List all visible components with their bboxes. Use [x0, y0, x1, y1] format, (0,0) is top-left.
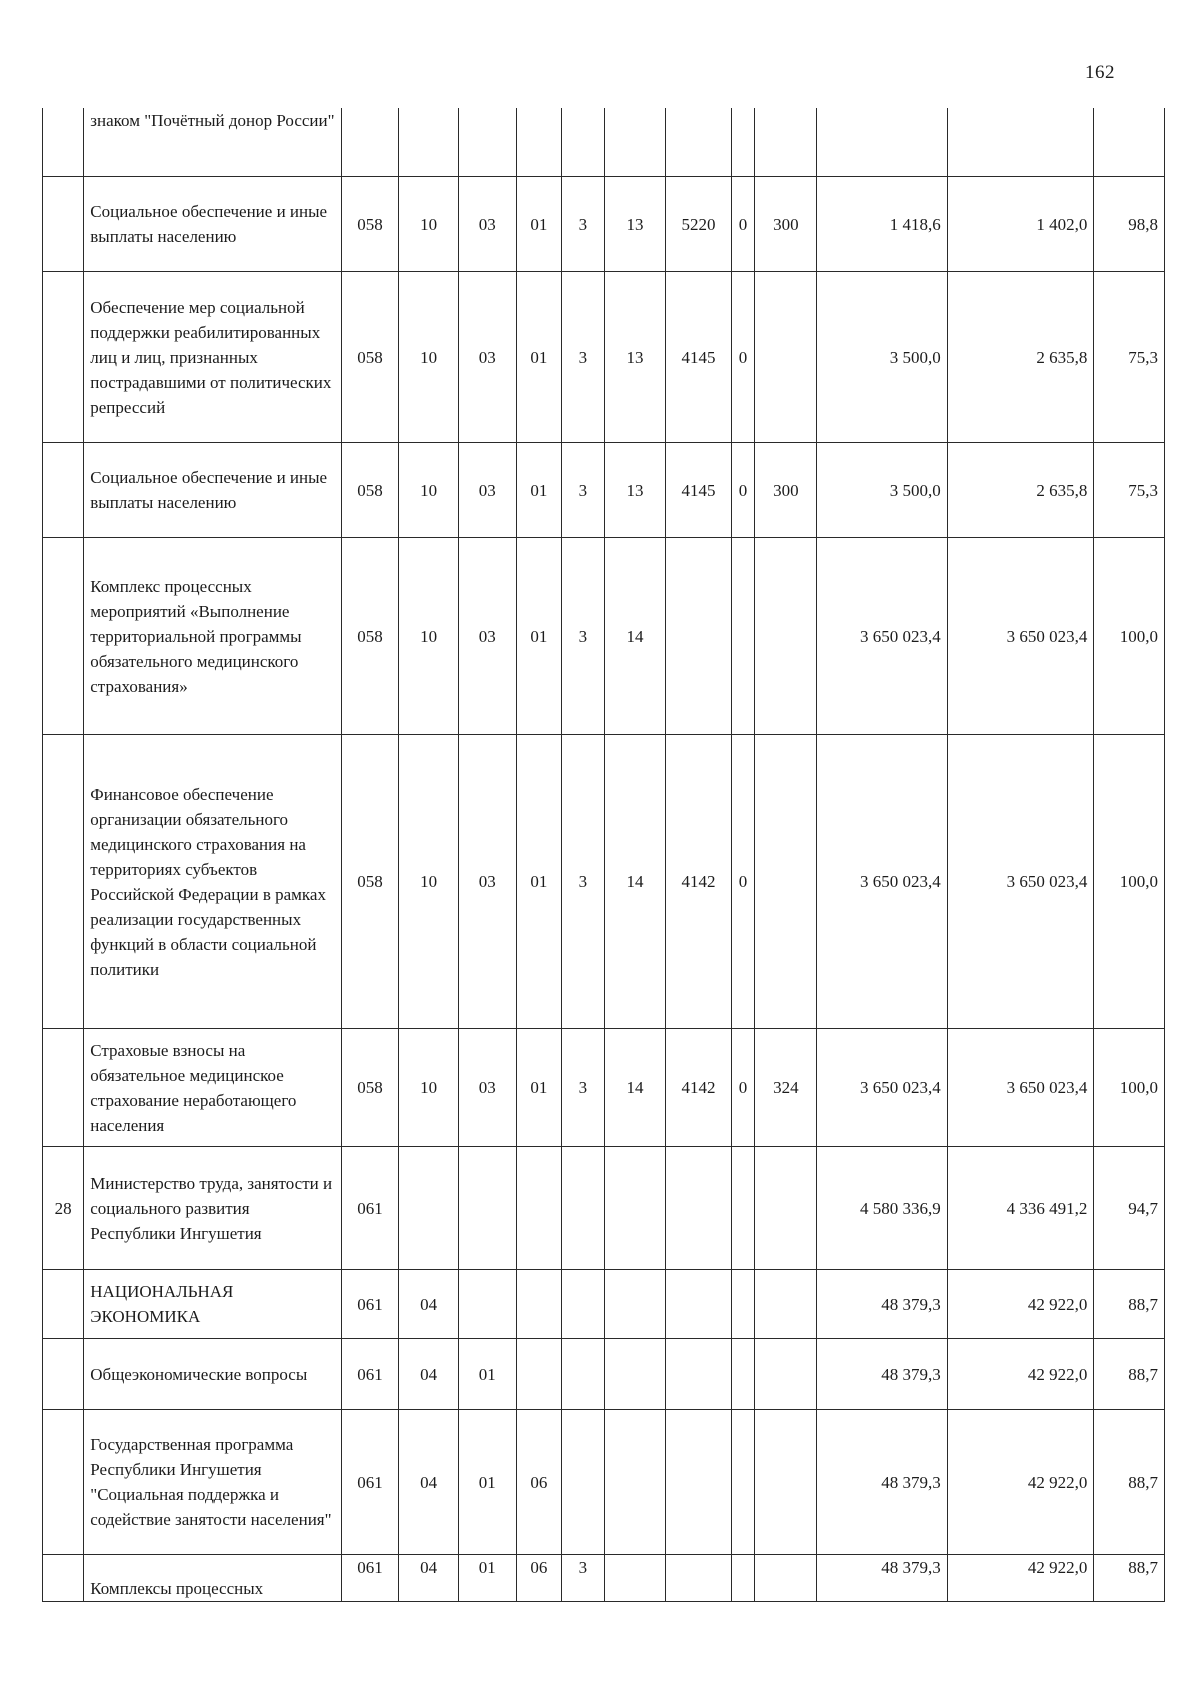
executed-amount: 3 650 023,4 — [947, 538, 1094, 735]
executed-amount: 2 635,8 — [947, 272, 1094, 443]
section-code — [399, 108, 459, 177]
planned-amount: 4 580 336,9 — [817, 1147, 947, 1270]
structural-element-code: 14 — [604, 538, 666, 735]
planned-amount: 48 379,3 — [817, 1555, 947, 1602]
program-type-code: 3 — [562, 177, 604, 272]
ministry-code: 058 — [341, 443, 399, 538]
expense-type-code — [755, 1147, 817, 1270]
direction-code — [666, 1147, 731, 1270]
expense-type-code — [755, 1339, 817, 1410]
subsection-code: 03 — [458, 443, 516, 538]
section-code: 10 — [399, 735, 459, 1029]
expense-type-code — [755, 735, 817, 1029]
direction-code — [666, 1555, 731, 1602]
execution-percent: 100,0 — [1094, 538, 1165, 735]
planned-amount: 48 379,3 — [817, 1339, 947, 1410]
program-type-code: 3 — [562, 443, 604, 538]
expense-name: Комплексы процессных — [84, 1555, 341, 1602]
expense-type-code — [755, 538, 817, 735]
expense-name: Общеэкономические вопросы — [84, 1339, 341, 1410]
expense-type-code: 300 — [755, 443, 817, 538]
program-code: 06 — [516, 1555, 562, 1602]
planned-amount: 3 650 023,4 — [817, 538, 947, 735]
row-index — [43, 1029, 84, 1147]
program-type-code: 3 — [562, 735, 604, 1029]
direction-code: 4142 — [666, 735, 731, 1029]
expense-type-code: 324 — [755, 1029, 817, 1147]
table-row — [43, 108, 1165, 177]
ministry-code: 061 — [341, 1555, 399, 1602]
subsection-code: 01 — [458, 1555, 516, 1602]
execution-percent: 75,3 — [1094, 443, 1165, 538]
structural-element-code — [604, 1410, 666, 1555]
table-row — [43, 177, 1165, 272]
planned-amount: 48 379,3 — [817, 1270, 947, 1339]
program-code — [516, 1147, 562, 1270]
structural-element-code: 13 — [604, 443, 666, 538]
program-type-code: 3 — [562, 1029, 604, 1147]
subsection-code: 03 — [458, 1029, 516, 1147]
table-row — [43, 1339, 1165, 1410]
ministry-code: 061 — [341, 1410, 399, 1555]
program-code: 01 — [516, 538, 562, 735]
ministry-code: 058 — [341, 1029, 399, 1147]
table-row — [43, 735, 1165, 1029]
program-code — [516, 1339, 562, 1410]
row-index — [43, 1270, 84, 1339]
row-index — [43, 1410, 84, 1555]
program-type-code: 3 — [562, 1555, 604, 1602]
planned-amount: 48 379,3 — [817, 1410, 947, 1555]
executed-amount: 3 650 023,4 — [947, 735, 1094, 1029]
row-index — [43, 108, 84, 177]
program-type-code: 3 — [562, 272, 604, 443]
execution-percent: 75,3 — [1094, 272, 1165, 443]
direction-suffix-code — [731, 1270, 755, 1339]
program-code: 01 — [516, 443, 562, 538]
subsection-code: 01 — [458, 1339, 516, 1410]
execution-percent: 88,7 — [1094, 1410, 1165, 1555]
table-row — [43, 1555, 1165, 1602]
execution-percent: 88,7 — [1094, 1339, 1165, 1410]
subsection-code — [458, 1147, 516, 1270]
expense-type-code — [755, 272, 817, 443]
subsection-code — [458, 108, 516, 177]
row-index — [43, 443, 84, 538]
executed-amount: 4 336 491,2 — [947, 1147, 1094, 1270]
direction-code — [666, 538, 731, 735]
execution-percent: 94,7 — [1094, 1147, 1165, 1270]
budget-execution-table — [42, 108, 1165, 1602]
executed-amount: 2 635,8 — [947, 443, 1094, 538]
direction-suffix-code: 0 — [731, 735, 755, 1029]
row-index — [43, 177, 84, 272]
row-index — [43, 1555, 84, 1602]
ministry-code — [341, 108, 399, 177]
section-code: 10 — [399, 538, 459, 735]
section-code: 04 — [399, 1410, 459, 1555]
executed-amount — [947, 108, 1094, 177]
direction-code — [666, 1410, 731, 1555]
ministry-code: 061 — [341, 1147, 399, 1270]
expense-type-code — [755, 1270, 817, 1339]
ministry-code: 058 — [341, 538, 399, 735]
expense-name: знаком "Почётный донор России" — [84, 108, 341, 177]
section-code — [399, 1147, 459, 1270]
executed-amount: 1 402,0 — [947, 177, 1094, 272]
table-row — [43, 272, 1165, 443]
table-row — [43, 1029, 1165, 1147]
program-type-code — [562, 1270, 604, 1339]
program-type-code — [562, 1339, 604, 1410]
expense-name: Комплекс процессных мероприятий «Выполнение территориальной программы обязательного медицинского страхования» — [84, 538, 341, 735]
executed-amount: 42 922,0 — [947, 1270, 1094, 1339]
planned-amount: 1 418,6 — [817, 177, 947, 272]
executed-amount: 42 922,0 — [947, 1410, 1094, 1555]
row-index: 28 — [43, 1147, 84, 1270]
execution-percent — [1094, 108, 1165, 177]
expense-type-code — [755, 108, 817, 177]
direction-suffix-code — [731, 1555, 755, 1602]
program-code — [516, 1270, 562, 1339]
program-code: 01 — [516, 177, 562, 272]
expense-type-code — [755, 1410, 817, 1555]
direction-code — [666, 108, 731, 177]
execution-percent: 100,0 — [1094, 735, 1165, 1029]
direction-suffix-code — [731, 108, 755, 177]
planned-amount: 3 500,0 — [817, 443, 947, 538]
row-index — [43, 1339, 84, 1410]
executed-amount: 42 922,0 — [947, 1555, 1094, 1602]
section-code: 04 — [399, 1339, 459, 1410]
table-row — [43, 1270, 1165, 1339]
structural-element-code — [604, 1147, 666, 1270]
planned-amount — [817, 108, 947, 177]
section-code: 04 — [399, 1555, 459, 1602]
ministry-code: 061 — [341, 1270, 399, 1339]
program-type-code — [562, 1410, 604, 1555]
table-row — [43, 443, 1165, 538]
subsection-code: 03 — [458, 735, 516, 1029]
planned-amount: 3 650 023,4 — [817, 1029, 947, 1147]
table-row — [43, 1147, 1165, 1270]
expense-name: Социальное обеспечение и иные выплаты населению — [84, 177, 341, 272]
structural-element-code: 14 — [604, 1029, 666, 1147]
program-code: 01 — [516, 735, 562, 1029]
structural-element-code — [604, 108, 666, 177]
subsection-code: 03 — [458, 177, 516, 272]
expense-name: Финансовое обеспечение организации обязательного медицинского страхования на территориях субъектов Российской Федерации в рамках реализации государственных функций в области социальной политики — [84, 735, 341, 1029]
table-row — [43, 538, 1165, 735]
direction-suffix-code: 0 — [731, 272, 755, 443]
section-code: 10 — [399, 177, 459, 272]
row-index — [43, 272, 84, 443]
direction-code: 4145 — [666, 443, 731, 538]
structural-element-code — [604, 1555, 666, 1602]
table-row — [43, 1410, 1165, 1555]
structural-element-code: 13 — [604, 272, 666, 443]
expense-name: НАЦИОНАЛЬНАЯ ЭКОНОМИКА — [84, 1270, 341, 1339]
section-code: 10 — [399, 1029, 459, 1147]
executed-amount: 3 650 023,4 — [947, 1029, 1094, 1147]
row-index — [43, 538, 84, 735]
direction-code — [666, 1270, 731, 1339]
direction-suffix-code: 0 — [731, 1029, 755, 1147]
program-type-code: 3 — [562, 538, 604, 735]
ministry-code: 058 — [341, 735, 399, 1029]
program-code — [516, 108, 562, 177]
direction-suffix-code — [731, 538, 755, 735]
subsection-code: 01 — [458, 1410, 516, 1555]
execution-percent: 100,0 — [1094, 1029, 1165, 1147]
row-index — [43, 735, 84, 1029]
section-code: 10 — [399, 272, 459, 443]
ministry-code: 058 — [341, 272, 399, 443]
ministry-code: 058 — [341, 177, 399, 272]
direction-code — [666, 1339, 731, 1410]
subsection-code: 03 — [458, 272, 516, 443]
expense-name: Обеспечение мер социальной поддержки реабилитированных лиц и лиц, признанных пострадавшими от политических репрессий — [84, 272, 341, 443]
planned-amount: 3 650 023,4 — [817, 735, 947, 1029]
expense-type-code: 300 — [755, 177, 817, 272]
execution-percent: 88,7 — [1094, 1270, 1165, 1339]
direction-suffix-code: 0 — [731, 443, 755, 538]
structural-element-code: 13 — [604, 177, 666, 272]
direction-suffix-code — [731, 1410, 755, 1555]
program-code: 01 — [516, 272, 562, 443]
program-code: 01 — [516, 1029, 562, 1147]
ministry-code: 061 — [341, 1339, 399, 1410]
section-code: 10 — [399, 443, 459, 538]
expense-name: Страховые взносы на обязательное медицинское страхование неработающего населения — [84, 1029, 341, 1147]
expense-name: Государственная программа Республики Ингушетия "Социальная поддержка и содействие занятости населения" — [84, 1410, 341, 1555]
direction-code: 4142 — [666, 1029, 731, 1147]
direction-suffix-code — [731, 1147, 755, 1270]
structural-element-code: 14 — [604, 735, 666, 1029]
direction-code: 5220 — [666, 177, 731, 272]
direction-suffix-code — [731, 1339, 755, 1410]
section-code: 04 — [399, 1270, 459, 1339]
structural-element-code — [604, 1270, 666, 1339]
execution-percent: 98,8 — [1094, 177, 1165, 272]
subsection-code: 03 — [458, 538, 516, 735]
expense-name: Министерство труда, занятости и социального развития Республики Ингушетия — [84, 1147, 341, 1270]
direction-suffix-code: 0 — [731, 177, 755, 272]
program-type-code — [562, 1147, 604, 1270]
structural-element-code — [604, 1339, 666, 1410]
subsection-code — [458, 1270, 516, 1339]
program-type-code — [562, 108, 604, 177]
expense-type-code — [755, 1555, 817, 1602]
program-code: 06 — [516, 1410, 562, 1555]
executed-amount: 42 922,0 — [947, 1339, 1094, 1410]
direction-code: 4145 — [666, 272, 731, 443]
expense-name: Социальное обеспечение и иные выплаты населению — [84, 443, 341, 538]
planned-amount: 3 500,0 — [817, 272, 947, 443]
page-number: 162 — [1085, 62, 1115, 83]
execution-percent: 88,7 — [1094, 1555, 1165, 1602]
